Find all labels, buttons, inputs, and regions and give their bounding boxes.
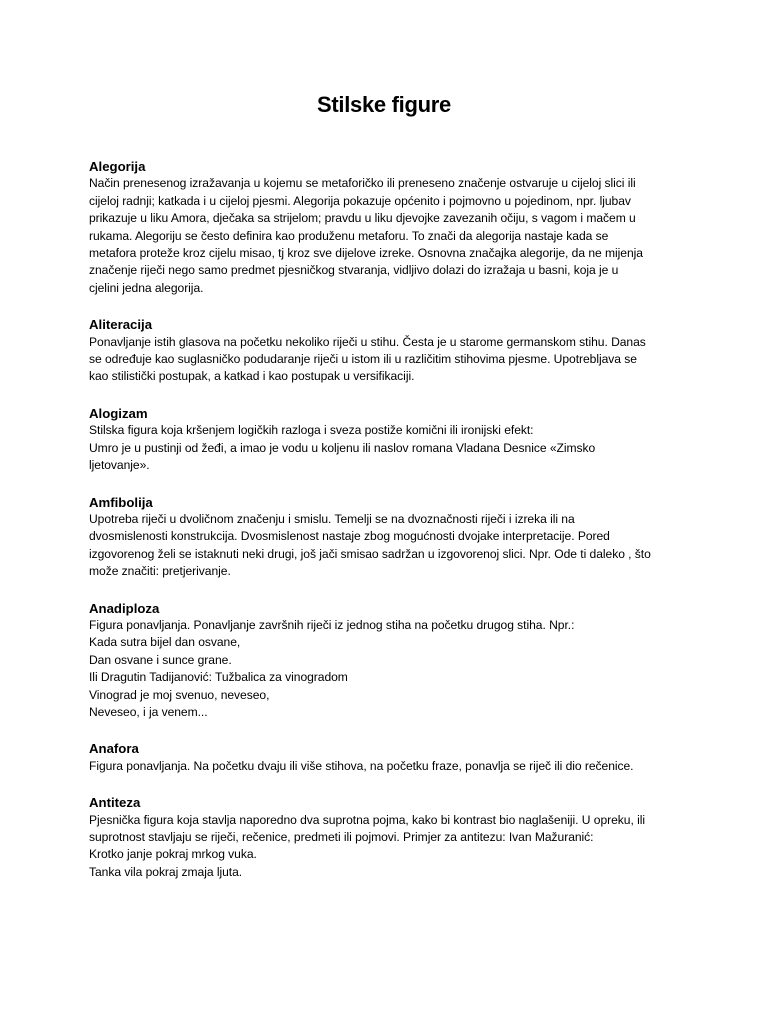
body-text-line: cjelini jedna alegorija. (89, 280, 204, 295)
section-heading: Amfibolija (89, 494, 153, 510)
section-amfibolija (89, 494, 689, 581)
section-antiteza (89, 794, 689, 881)
section-heading: Anadiploza (89, 600, 160, 616)
document-body (89, 158, 689, 900)
body-text-line: Upotreba riječi u dvoličnom značenju i smislu. Temelji se na dvoznačnosti riječi i izreka ili na (89, 511, 575, 526)
body-text-line: Tanka vila pokraj zmaja ljuta. (89, 864, 243, 879)
body-text-line: Dan osvane i sunce grane. (89, 652, 232, 667)
body-text-line: dvosmislenosti konstrukcija. Dvosmislenost nastaje zbog mogućnosti dvojake interpretacije. Pored (89, 529, 610, 544)
body-text-line: metafora proteže kroz cijelu misao, tj kroz sve dijelove izreke. Osnovna značajka alegorije, da ne mijenja (89, 246, 643, 261)
body-text-line: ljetovanje». (89, 458, 150, 473)
body-text-line: Figura ponavljanja. Na početku dvaju ili više stihova, na početku fraze, ponavlja se riječ ili dio rečenice. (89, 758, 634, 773)
section-heading: Anafora (89, 741, 139, 757)
section-anafora (89, 740, 689, 775)
section-alogizam (89, 405, 689, 475)
body-text-line: suprotnost stavljaju se riječi, rečenice, predmeti ili pojmovi. Primjer za antitezu: Ivan Mažuranić: (89, 830, 594, 844)
section-alegorija (89, 158, 689, 297)
body-text-line: Vinograd je moj svenuo, neveseo, (89, 687, 270, 702)
body-text-line: Stilska figura koja kršenjem logičkih razloga i sveza postiže komični ili ironijski efekt: (89, 423, 534, 438)
body-text-line: može značiti: pretjerivanje. (89, 564, 231, 579)
body-text-line: značenje riječi nego samo predmet pjesničkog stvaranja, vidljivo dolazi do izražaja u basni, koja je u (89, 263, 619, 278)
body-text-line: Figura ponavljanja. Ponavljanje završnih riječi iz jednog stiha na početku drugog stiha. Npr.: (89, 617, 575, 632)
body-text-line: Ili Dragutin Tadijanović: Tužbalica za vinogradom (89, 670, 348, 685)
body-text-line: Neveseo, i ja venem... (89, 704, 208, 719)
section-heading: Alogizam (89, 405, 148, 421)
body-text-line: rukama. Alegoriju se često definira kao produženu metaforu. To znači da alegorija nastaje kada se (89, 228, 609, 243)
body-text-line: Kada sutra bijel dan osvane, (89, 635, 241, 650)
body-text-line: Krotko janje pokraj mrkog vuka. (89, 847, 257, 862)
body-text-line: Umro je u pustinji od žeđi, a imao je vodu u koljenu ili naslov romana Vladana Desnice «Zimsko (89, 440, 596, 455)
body-text-line: Pjesnička figura koja stavlja naporedno dva suprotna pojma, kako bi kontrast bio naglašeniji. U opreku, ili (89, 812, 645, 827)
page-title: Stilske figure (317, 92, 451, 117)
body-text-line: izgovorenog želi se istaknuti neki drugi, još jači smisao sadržan u izgovorenoj slici. Npr. Ode ti daleko , što (89, 546, 651, 561)
body-text-line: se određuje kao suglasničko podudaranje riječi u istom ili u različitim stihovima pjesme. Upotrebljava se (89, 352, 637, 367)
body-text-line: cijeloj radnji; katkada i u cijeloj pjesmi. Alegorija pokazuje općenito i pojmovno u pojedinom, npr. ljubav (89, 193, 631, 208)
section-heading: Antiteza (89, 795, 141, 811)
section-aliteracija (89, 316, 689, 386)
section-heading: Aliteracija (89, 317, 153, 333)
section-anadiploza (89, 600, 689, 722)
section-heading: Alegorija (89, 159, 146, 174)
body-text-line: Ponavljanje istih glasova na početku nekoliko riječi u stihu. Česta je u starome germanskom stihu. Danas (89, 334, 646, 349)
body-text-line: prikazuje u liku Amora, dječaka sa strijelom; pravdu u liku djevojke zavezanih očiju, s vagom i mačem u (89, 211, 636, 226)
body-text-line: kao stilistički postupak, a katkad i kao postupak u versifikaciji. (89, 369, 415, 384)
body-text-line: Način prenesenog izražavanja u kojemu se metaforičko ili preneseno značenje ostvaruje u cijeloj slici ili (89, 176, 636, 191)
